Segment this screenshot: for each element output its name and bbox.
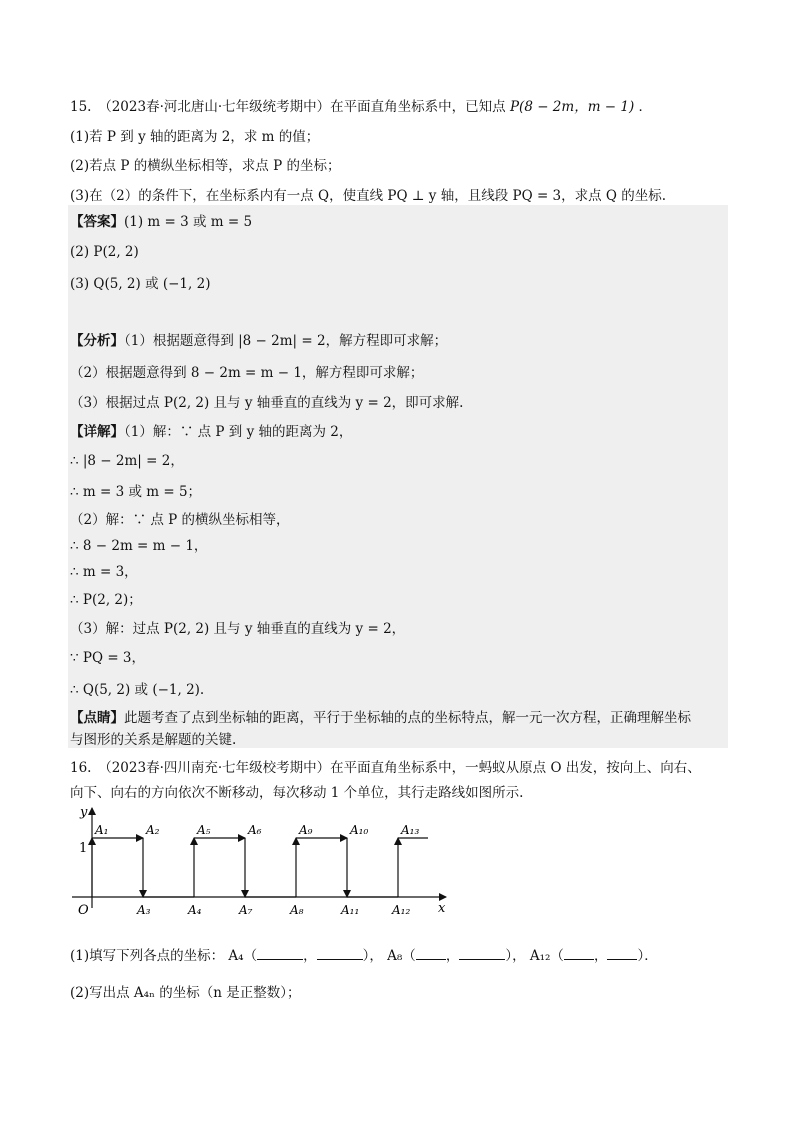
point-label-top: A₂ (146, 823, 160, 837)
point-label-top: A₁₀ (350, 823, 369, 837)
q16-fill-line (70, 945, 658, 966)
detail-4: （2）解：∵ 点 P 的横纵坐标相等， (70, 512, 290, 528)
comment-1: 此题考查了点到坐标轴的距离，平行于坐标轴的点的坐标特点，解一元一次方程，正确理解坐标 (124, 710, 691, 726)
q16-part2: (2)写出点 A₄ₙ 的坐标（n 是正整数）； (70, 985, 301, 1001)
comment-line-1 (70, 708, 691, 728)
x-axis-label: x (438, 901, 446, 916)
a12-x-blank[interactable] (564, 945, 594, 960)
point-label-top: A₆ (248, 823, 262, 837)
a4-close: ） (362, 948, 370, 964)
answer-tag: 【答案】 (70, 214, 124, 230)
a12-comma: ， (593, 948, 608, 964)
a4-x-blank[interactable] (257, 945, 303, 960)
a12-label: A₁₂（ (529, 948, 564, 964)
answer-1: (1) m = 3 或 m = 5 (124, 214, 253, 230)
q16-line-1: 16. （2023春·四川南充·七年级校考期中）在平面直角坐标系中，一蚂蚁从原点 O 出发，按向上、向右、 (70, 760, 701, 776)
point-label-top: A₅ (197, 823, 211, 837)
a8-comma: ， (445, 948, 460, 964)
answer-line-1 (70, 212, 252, 232)
ant-path (92, 838, 428, 897)
detail-6: ∴ m = 3， (70, 564, 138, 580)
q15-point-p: P(8 − 2m，m − 1) (509, 99, 635, 115)
detail-9: ∵ PQ = 3， (70, 650, 146, 666)
a12-y-blank[interactable] (607, 945, 637, 960)
sep-1: ， (369, 948, 383, 964)
detail-5: ∴ 8 − 2m = m − 1， (70, 538, 208, 554)
fill-label: (1)填写下列各点的坐标： (70, 948, 225, 964)
a8-y-blank[interactable] (459, 945, 505, 960)
answer-3: (3) Q(5, 2) 或 (−1, 2) (70, 276, 211, 292)
answer-2: (2) P(2, 2) (70, 244, 139, 260)
a8-x-blank[interactable] (416, 945, 446, 960)
a12-close: ） (637, 948, 645, 964)
detail-3: ∴ m = 3 或 m = 5； (70, 484, 202, 500)
ant-path-figure (66, 800, 456, 930)
y-axis-label: y (80, 805, 88, 820)
detail-1: （1）解：∵ 点 P 到 y 轴的距离为 2， (124, 424, 353, 440)
detail-7: ∴ P(2, 2)； (70, 592, 142, 608)
a4-comma: ， (303, 948, 317, 964)
point-label-bottom: A₇ (239, 903, 253, 917)
point-label-bottom: A₈ (290, 903, 304, 917)
q15-part3: (3)在（2）的条件下，在坐标系内有一点 Q，使直线 PQ ⊥ y 轴，且线段 PQ = 3，求点 Q 的坐标. (70, 188, 667, 204)
fill-end: ． (644, 948, 658, 964)
point-label-bottom: A₁₁ (341, 903, 360, 917)
point-label-top: A₉ (299, 823, 313, 837)
comment-2: 与图形的关系是解题的关键. (70, 732, 237, 748)
point-label-bottom: A₃ (137, 903, 151, 917)
sep-2: ， (512, 948, 526, 964)
analysis-tag: 【分析】 (70, 333, 124, 349)
detail-line-1 (70, 422, 352, 442)
analysis-3: （3）根据过点 P(2, 2) 且与 y 轴垂直的直线为 y = 2，即可求解. (70, 395, 464, 411)
point-label-top: A₁ (95, 823, 109, 837)
q15-header (70, 97, 652, 117)
a8-label: A₈（ (387, 948, 416, 964)
analysis-line-1 (70, 331, 447, 351)
tick-1-label: 1 (79, 841, 88, 856)
q16-line-2: 向下、向右的方向依次不断移动，每次移动 1 个单位，其行走路线如图所示. (70, 785, 524, 801)
a4-y-blank[interactable] (317, 945, 363, 960)
q15-header-end: ． (638, 99, 653, 115)
q15-part1: (1)若 P 到 y 轴的距离为 2，求 m 的值； (70, 129, 320, 145)
detail-2: ∴ |8 − 2m| = 2， (70, 453, 184, 469)
q15-header-text: 15. （2023春·河北唐山·七年级统考期中）在平面直角坐标系中，已知点 (70, 99, 506, 115)
analysis-2: （2）根据题意得到 8 − 2m = m − 1，解方程即可求解； (70, 365, 424, 381)
comment-tag: 【点睛】 (70, 710, 124, 726)
detail-8: （3）解：过点 P(2, 2) 且与 y 轴垂直的直线为 y = 2， (70, 621, 406, 637)
a4-label: A₄（ (228, 948, 258, 964)
detail-10: ∴ Q(5, 2) 或 (−1, 2). (70, 682, 205, 698)
origin-label: O (78, 903, 89, 918)
point-label-bottom: A₁₂ (392, 903, 411, 917)
q15-part2: (2)若点 P 的横纵坐标相等，求点 P 的坐标； (70, 158, 341, 174)
detail-tag: 【详解】 (70, 424, 124, 440)
point-label-bottom: A₄ (188, 903, 202, 917)
point-label-top: A₁₃ (401, 823, 420, 837)
a8-close: ） (505, 948, 513, 964)
analysis-1: （1）根据题意得到 |8 − 2m| = 2，解方程即可求解； (124, 333, 448, 349)
